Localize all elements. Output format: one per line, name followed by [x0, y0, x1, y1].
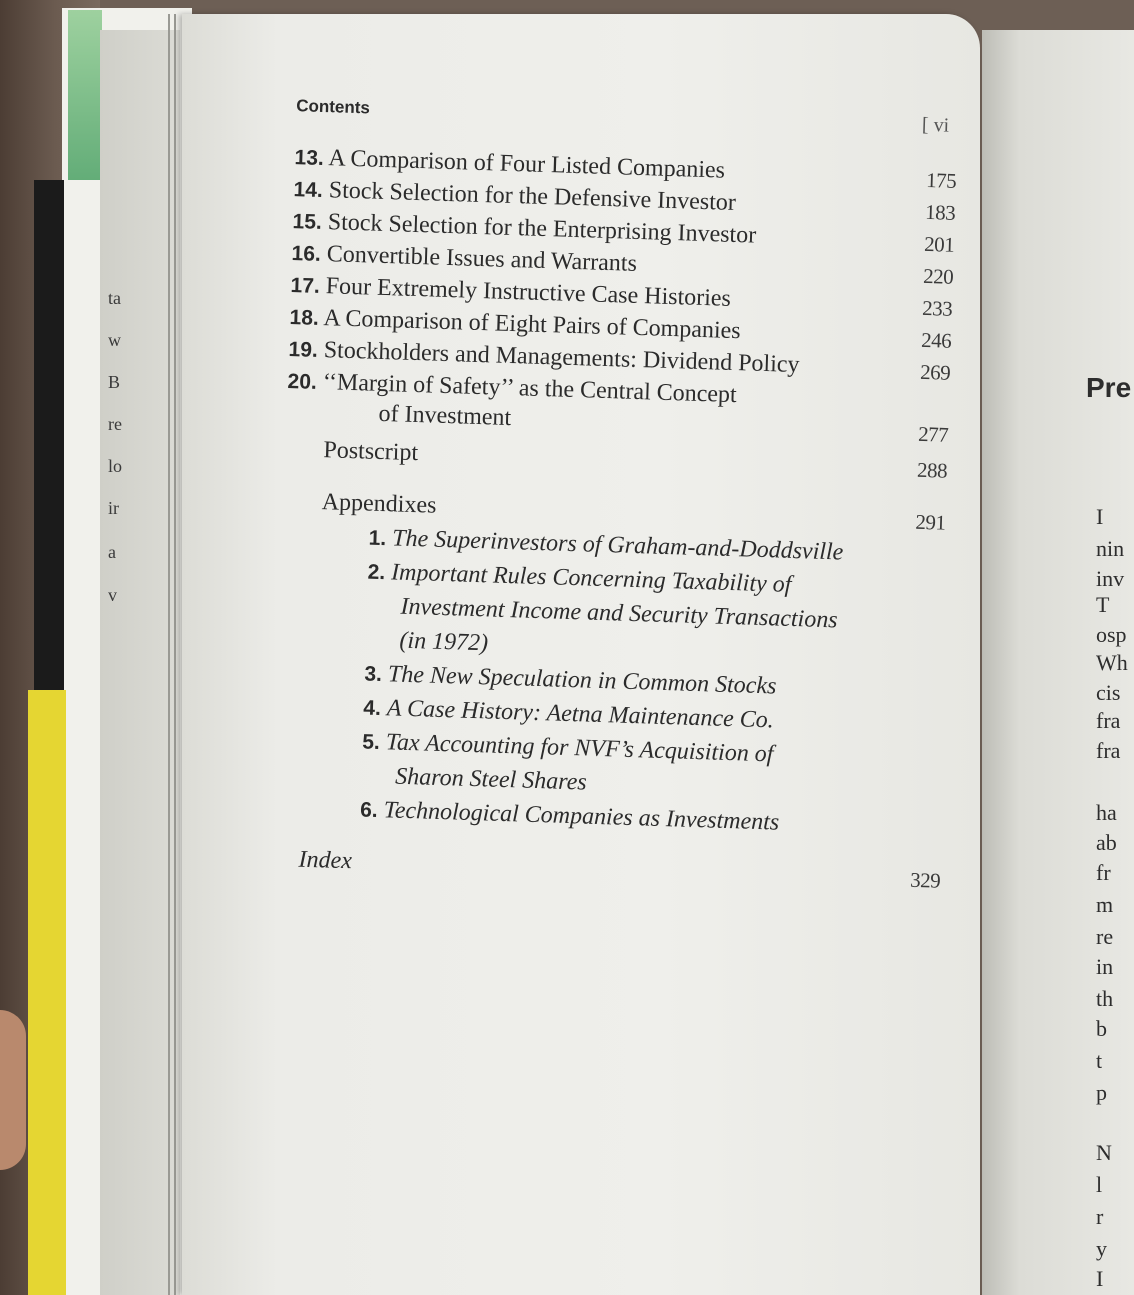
cover-yellow-band	[28, 690, 66, 1295]
running-head: Contents	[295, 96, 371, 118]
contents-text-block	[157, 11, 983, 936]
page-number: 183	[924, 199, 956, 225]
left-page-fragment: v	[108, 585, 117, 605]
page-number: 329	[909, 867, 941, 893]
chapter-number: 14.	[293, 178, 324, 202]
appendixes-label: Appendixes	[321, 489, 437, 519]
facing-page-fragment: ha	[1096, 800, 1117, 825]
appendix-number: 6.	[359, 798, 379, 823]
postscript-label: Postscript	[323, 437, 419, 467]
facing-page-fragment: fr	[1096, 860, 1111, 885]
facing-page-fragment: t	[1096, 1048, 1103, 1073]
chapter-number: 18.	[289, 306, 320, 330]
chapter-title: Stockholders and Managements: Dividend Policy	[323, 337, 800, 379]
facing-page-fragment: ab	[1096, 830, 1117, 855]
page-number: 220	[922, 263, 954, 289]
page-number: 233	[921, 295, 953, 321]
facing-page-fragment: y	[1096, 1236, 1107, 1261]
facing-page-fragment: T	[1096, 592, 1110, 617]
appendix-title: Tax Accounting for NVF’s Acquisition of	[385, 729, 774, 768]
appendix-number: 4.	[363, 696, 382, 721]
appendix-title-continued: (in 1972)	[399, 627, 489, 657]
appendix-title: The New Speculation in Common Stocks	[387, 661, 777, 700]
facing-page-fragment: p	[1096, 1080, 1107, 1105]
facing-page-fragment: I	[1096, 504, 1104, 529]
left-page-fragment: B	[108, 372, 121, 392]
chapter-title: Stock Selection for the Defensive Investor	[328, 177, 737, 216]
appendix-number: 1.	[368, 526, 387, 551]
page-number: 246	[920, 327, 952, 353]
appendix-title: A Case History: Aetna Maintenance Co.	[386, 695, 775, 734]
left-page-fragment: a	[108, 542, 116, 562]
chapter-title: ‘‘Margin of Safety’’ as the Central Concept	[322, 369, 738, 409]
page-number: 269	[919, 359, 951, 385]
chapter-number: 17.	[290, 274, 321, 298]
left-page-fragment: w	[108, 330, 121, 350]
contents-page	[182, 14, 980, 1295]
page-number: 288	[916, 457, 948, 483]
chapter-title: Stock Selection for the Enterprising Investor	[327, 209, 757, 249]
appendix-title: Important Rules Concerning Taxability of	[390, 559, 792, 598]
holding-hand	[0, 1010, 26, 1170]
appendix-title-continued: Sharon Steel Shares	[394, 763, 588, 796]
left-page-fragment: lo	[108, 456, 123, 476]
chapter-title: A Comparison of Four Listed Companies	[328, 145, 726, 184]
facing-page-fragment: cis	[1096, 680, 1121, 705]
page-number: 175	[925, 167, 957, 193]
appendix-title: Technological Companies as Investments	[383, 797, 780, 836]
facing-page-fragment: l	[1096, 1172, 1103, 1197]
chapter-number: 20.	[287, 369, 318, 394]
facing-page-fragment: m	[1096, 892, 1114, 917]
index-label: Index	[298, 846, 353, 875]
left-page-fragment: re	[108, 414, 122, 434]
chapter-number: 16.	[291, 242, 322, 266]
chapter-number: 19.	[288, 338, 319, 362]
page-number: 291	[915, 509, 946, 535]
chapter-title: Convertible Issues and Warrants	[326, 241, 638, 277]
appendix-number: 3.	[364, 662, 383, 687]
appendix-entry	[360, 794, 780, 838]
chapter-title: A Comparison of Eight Pairs of Companies	[323, 305, 742, 345]
page-number: 277	[917, 421, 949, 447]
facing-page-fragment: r	[1096, 1204, 1104, 1229]
facing-page-fragment: b	[1096, 1016, 1107, 1041]
left-page-fragment: ta	[108, 288, 121, 308]
facing-page-fragment: N	[1096, 1140, 1112, 1165]
facing-page-fragment: fra	[1096, 708, 1121, 733]
facing-page-fragment: th	[1096, 986, 1114, 1011]
appendix-number: 2.	[367, 560, 386, 585]
facing-page-heading: Pre	[1086, 372, 1132, 403]
cover-black-band	[34, 180, 64, 690]
chapter-number: 13.	[294, 146, 325, 171]
facing-page-fragment: in	[1096, 954, 1114, 979]
facing-page-fragment: osp	[1096, 622, 1127, 647]
folio: [ vi	[921, 113, 950, 137]
facing-page-fragment: inv	[1096, 566, 1125, 591]
facing-page-fragment: I	[1096, 1266, 1104, 1291]
cover-green-band	[68, 10, 102, 180]
appendix-title-continued: Investment Income and Security Transactions	[400, 593, 839, 634]
left-page-fragment: ir	[108, 498, 119, 518]
chapter-title-continued: of Investment	[378, 400, 512, 432]
page-number: 201	[923, 231, 955, 257]
facing-page-fragment: fra	[1096, 738, 1121, 763]
chapter-title: Four Extremely Instructive Case Histories	[325, 273, 732, 312]
appendix-number: 5.	[361, 730, 381, 755]
facing-page-fragment: Wh	[1096, 650, 1128, 675]
facing-page-fragment: re	[1096, 924, 1114, 949]
facing-page-fragment: nin	[1096, 536, 1125, 561]
chapter-number: 15.	[292, 210, 323, 234]
appendix-title: The Superinvestors of Graham-and-Doddsville	[391, 525, 844, 566]
